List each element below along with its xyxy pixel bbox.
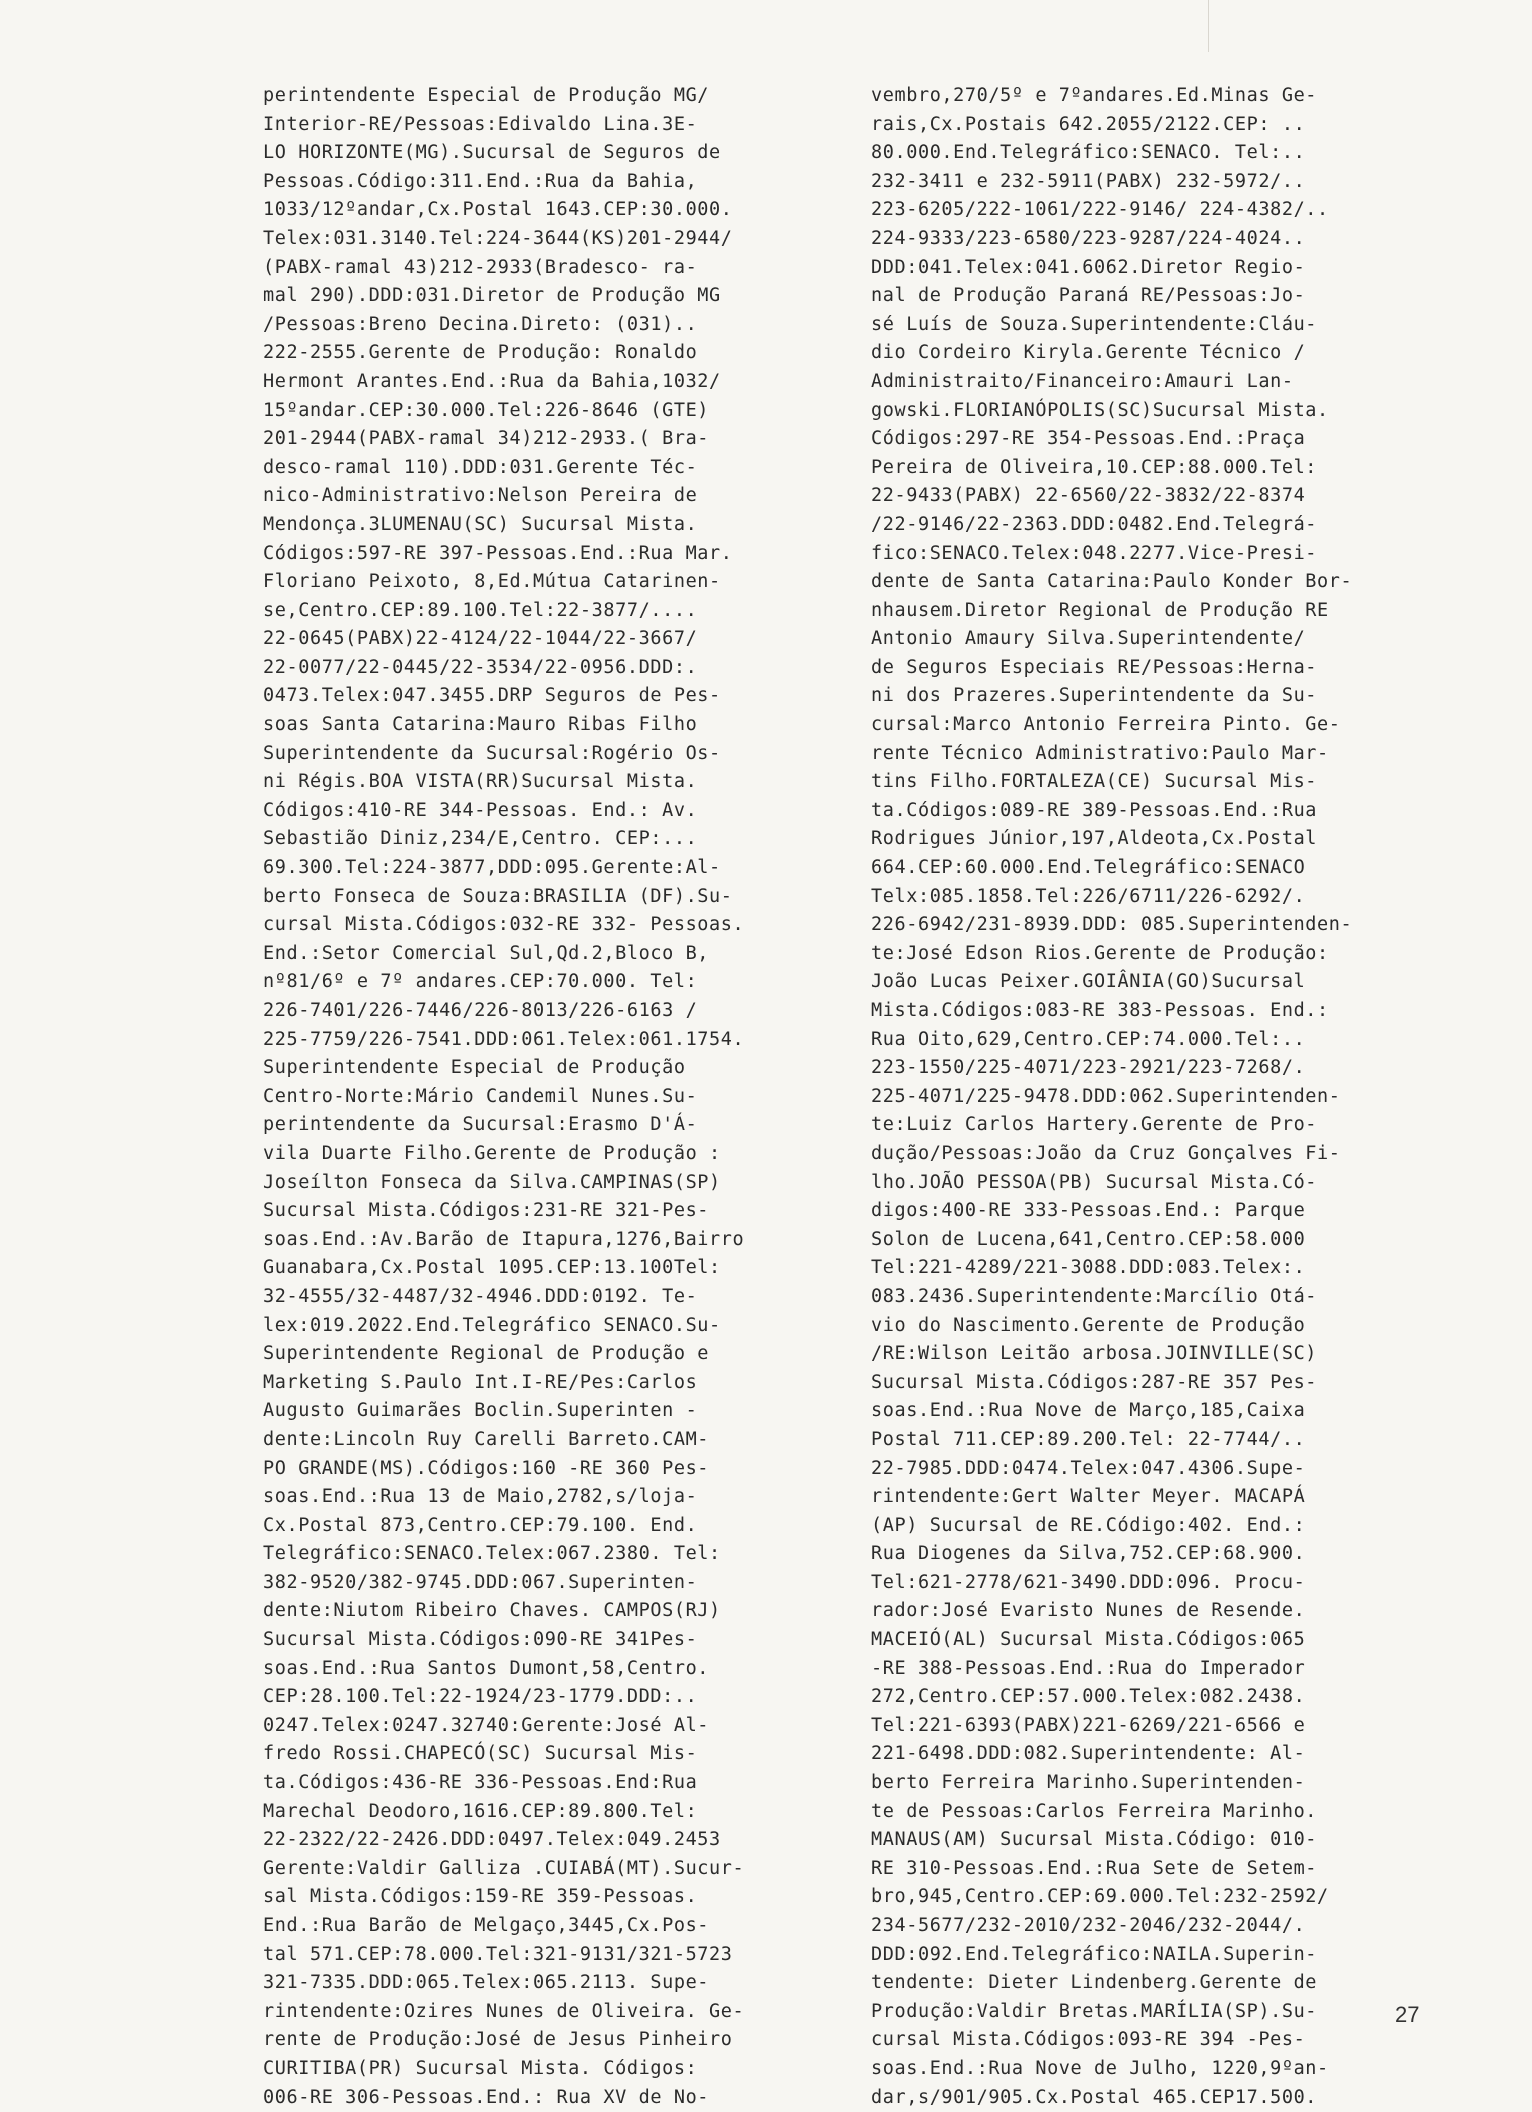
text-line: Sucursal Mista.Códigos:231-RE 321-Pes-	[263, 1200, 710, 1222]
text-line: Tel:221-4289/221-3088.DDD:083.Telex:.	[871, 1257, 1306, 1279]
text-line: CEP:28.100.Tel:22-1924/23-1779.DDD:..	[263, 1686, 698, 1708]
text-line: 15ºandar.CEP:30.000.Tel:226-8646 (GTE)	[263, 399, 710, 421]
text-line: Pessoas.Código:311.End.:Rua da Bahia,	[263, 170, 698, 192]
page-number: 27	[1395, 2002, 1420, 2027]
text-line: sal Mista.Códigos:159-RE 359-Pessoas.	[263, 1886, 698, 1908]
text-line: fredo Rossi.CHAPECÓ(SC) Sucursal Mis-	[263, 1743, 698, 1765]
text-line: 22-7985.DDD:0474.Telex:047.4306.Supe-	[871, 1457, 1306, 1479]
text-line: soas Santa Catarina:Mauro Ribas Filho	[263, 714, 698, 736]
text-line: 69.300.Tel:224-3877,DDD:095.Gerente:Al-	[263, 857, 721, 879]
text-line: dução/Pessoas:João da Cruz Gonçalves Fi-	[871, 1142, 1341, 1164]
text-line: soas.End.:Rua Nove de Julho, 1220,9ºan-	[871, 2057, 1329, 2079]
text-line: ni dos Prazeres.Superintendente da Su-	[871, 685, 1318, 707]
text-line: Rodrigues Júnior,197,Aldeota,Cx.Postal	[871, 828, 1318, 850]
text-line: mal 290).DDD:031.Diretor de Produção MG	[263, 285, 721, 307]
text-line: Hermont Arantes.End.:Rua da Bahia,1032/	[263, 370, 721, 392]
text-line: Antonio Amaury Silva.Superintendente/	[871, 628, 1306, 650]
text-line: lex:019.2022.End.Telegráfico SENACO.Su-	[263, 1314, 721, 1336]
text-line: Tel:621-2778/621-3490.DDD:096. Procu-	[871, 1571, 1306, 1593]
text-line: ta.Códigos:436-RE 336-Pessoas.End:Rua	[263, 1772, 698, 1794]
text-line: 225-4071/225-9478.DDD:062.Superintenden-	[871, 1085, 1341, 1107]
text-line: /RE:Wilson Leitão arbosa.JOINVILLE(SC)	[871, 1343, 1318, 1365]
text-line: perintendente da Sucursal:Erasmo D'Á-	[263, 1114, 698, 1136]
text-line: Sucursal Mista.Códigos:090-RE 341Pes-	[263, 1629, 698, 1651]
text-line: Pereira de Oliveira,10.CEP:88.000.Tel:	[871, 456, 1318, 478]
text-line: Sucursal Mista.Códigos:287-RE 357 Pes-	[871, 1371, 1318, 1393]
text-line: Telex:031.3140.Tel:224-3644(KS)201-2944/	[263, 227, 733, 249]
text-line: (PABX-ramal 43)212-2933(Bradesco- ra-	[263, 256, 698, 278]
text-line: 224-9333/223-6580/223-9287/224-4024..	[871, 227, 1306, 249]
text-line: RE 310-Pessoas.End.:Rua Sete de Setem-	[871, 1857, 1318, 1879]
text-line: digos:400-RE 333-Pessoas.End.: Parque	[871, 1200, 1306, 1222]
text-line: rais,Cx.Postais 642.2055/2122.CEP: ..	[871, 113, 1306, 135]
text-line: lho.JOÃO PESSOA(PB) Sucursal Mista.Có-	[871, 1171, 1318, 1193]
text-line: 1033/12ºandar,Cx.Postal 1643.CEP:30.000.	[263, 199, 733, 221]
text-line: te:José Edson Rios.Gerente de Produção:	[871, 942, 1329, 964]
text-line: cursal Mista.Códigos:032-RE 332- Pessoas.	[263, 914, 745, 936]
text-line: 22-2322/22-2426.DDD:0497.Telex:049.2453	[263, 1829, 721, 1851]
page-fold-mark	[1208, 0, 1209, 52]
text-line: Rua Oito,629,Centro.CEP:74.000.Tel:..	[871, 1028, 1306, 1050]
text-line: 80.000.End.Telegráfico:SENACO. Tel:..	[871, 142, 1306, 164]
text-line: 006-RE 306-Pessoas.End.: Rua XV de No-	[263, 2086, 710, 2108]
text-line: DDD:092.End.Telegráfico:NAILA.Superin-	[871, 1943, 1318, 1965]
text-line: gowski.FLORIANÓPOLIS(SC)Sucursal Mista.	[871, 399, 1329, 421]
text-line: Solon de Lucena,641,Centro.CEP:58.000	[871, 1228, 1306, 1250]
text-line: Centro-Norte:Mário Candemil Nunes.Su-	[263, 1085, 698, 1107]
text-line: dente:Niutom Ribeiro Chaves. CAMPOS(RJ)	[263, 1600, 721, 1622]
text-line: vila Duarte Filho.Gerente de Produção :	[263, 1142, 721, 1164]
text-line: Gerente:Valdir Galliza .CUIABÁ(MT).Sucur-	[263, 1857, 745, 1879]
text-line: 321-7335.DDD:065.Telex:065.2113. Supe-	[263, 1972, 710, 1994]
text-line: 0473.Telex:047.3455.DRP Seguros de Pes-	[263, 685, 721, 707]
text-line: 664.CEP:60.000.End.Telegráfico:SENACO	[871, 857, 1306, 879]
text-line: te:Luiz Carlos Hartery.Gerente de Pro-	[871, 1114, 1318, 1136]
text-line: fico:SENACO.Telex:048.2277.Vice-Presi-	[871, 542, 1318, 564]
text-line: ni Régis.BOA VISTA(RR)Sucursal Mista.	[263, 771, 698, 793]
text-line: 222-2555.Gerente de Produção: Ronaldo	[263, 342, 698, 364]
text-line: berto Ferreira Marinho.Superintenden-	[871, 1772, 1306, 1794]
text-line: PO GRANDE(MS).Códigos:160 -RE 360 Pes-	[263, 1457, 710, 1479]
text-line: vio do Nascimento.Gerente de Produção	[871, 1314, 1306, 1336]
text-line: 225-7759/226-7541.DDD:061.Telex:061.1754.	[263, 1028, 745, 1050]
text-line: 226-7401/226-7446/226-8013/226-6163 /	[263, 1000, 698, 1021]
text-line: Sebastião Diniz,234/E,Centro. CEP:...	[263, 828, 698, 850]
text-line: 32-4555/32-4487/32-4946.DDD:0192. Te-	[263, 1285, 698, 1307]
text-line: /Pessoas:Breno Decina.Direto: (031)..	[263, 313, 698, 335]
text-line: dente:Lincoln Ruy Carelli Barreto.CAM-	[263, 1428, 710, 1450]
text-line: berto Fonseca de Souza:BRASILIA (DF).Su-	[263, 885, 733, 907]
text-line: Tel:221-6393(PABX)221-6269/221-6566 e	[871, 1714, 1306, 1736]
text-line: Administraito/Financeiro:Amauri Lan-	[871, 370, 1294, 392]
text-line: Telegráfico:SENACO.Telex:067.2380. Tel:	[263, 1543, 721, 1565]
text-line: ta.Códigos:089-RE 389-Pessoas.End.:Rua	[871, 799, 1318, 821]
text-line: Mista.Códigos:083-RE 383-Pessoas. End.:	[871, 1000, 1329, 1021]
text-line: End.:Rua Barão de Melgaço,3445,Cx.Pos-	[263, 1915, 710, 1936]
text-line: Superintendente Especial de Produção	[263, 1057, 686, 1079]
text-line: MANAUS(AM) Sucursal Mista.Código: 010-	[871, 1829, 1318, 1851]
text-line: Produção:Valdir Bretas.MARÍLIA(SP).Su-	[871, 2000, 1318, 2022]
text-line: soas.End.:Rua Nove de Março,185,Caixa	[871, 1400, 1306, 1422]
text-line: dar,s/901/905.Cx.Postal 465.CEP17.500.	[871, 2086, 1318, 2108]
text-line: soas.End.:Av.Barão de Itapura,1276,Bairro	[263, 1228, 745, 1250]
text-line: End.:Setor Comercial Sul,Qd.2,Bloco B,	[263, 942, 710, 964]
text-line: perintendente Especial de Produção MG/	[263, 85, 710, 106]
text-line: soas.End.:Rua Santos Dumont,58,Centro.	[263, 1657, 710, 1679]
text-line: 223-6205/222-1061/222-9146/ 224-4382/..	[871, 199, 1329, 221]
text-line: nhausem.Diretor Regional de Produção RE	[871, 599, 1329, 621]
text-line: 083.2436.Superintendente:Marcílio Otá-	[871, 1285, 1318, 1307]
text-line: Joseílton Fonseca da Silva.CAMPINAS(SP)	[263, 1171, 721, 1193]
text-line: dio Cordeiro Kiryla.Gerente Técnico /	[871, 342, 1306, 364]
text-line: João Lucas Peixer.GOIÂNIA(GO)Sucursal	[871, 971, 1306, 993]
text-line: soas.End.:Rua 13 de Maio,2782,s/loja-	[263, 1486, 698, 1508]
text-line: 201-2944(PABX-ramal 34)212-2933.( Bra-	[263, 428, 710, 450]
text-line: nal de Produção Paraná RE/Pessoas:Jo-	[871, 285, 1306, 307]
text-line: tendente: Dieter Lindenberg.Gerente de	[871, 1972, 1318, 1994]
text-line: Rua Diogenes da Silva,752.CEP:68.900.	[871, 1543, 1306, 1565]
text-line: Mendonça.3LUMENAU(SC) Sucursal Mista.	[263, 513, 698, 535]
text-line: rintendente:Ozires Nunes de Oliveira. Ge-	[263, 2000, 745, 2022]
text-line: cursal:Marco Antonio Ferreira Pinto. Ge-	[871, 714, 1341, 736]
text-line: Guanabara,Cx.Postal 1095.CEP:13.100Tel:	[263, 1257, 721, 1279]
text-line: 22-9433(PABX) 22-6560/22-3832/22-8374	[871, 485, 1306, 507]
text-line: rente Técnico Administrativo:Paulo Mar-	[871, 742, 1329, 764]
text-line: 223-1550/225-4071/223-2921/223-7268/.	[871, 1057, 1306, 1079]
right-text-column	[871, 82, 1461, 2112]
left-text-column	[263, 82, 853, 2112]
text-line: MACEIÓ(AL) Sucursal Mista.Códigos:065	[871, 1629, 1306, 1651]
text-line: /22-9146/22-2363.DDD:0482.End.Telegrá-	[871, 513, 1318, 535]
text-line: Códigos:597-RE 397-Pessoas.End.:Rua Mar.	[263, 542, 733, 564]
text-line: 22-0645(PABX)22-4124/22-1044/22-3667/	[263, 628, 698, 650]
text-line: desco-ramal 110).DDD:031.Gerente Téc-	[263, 456, 698, 478]
text-line: nº81/6º e 7º andares.CEP:70.000. Tel:	[263, 971, 698, 993]
text-line: bro,945,Centro.CEP:69.000.Tel:232-2592/	[871, 1886, 1329, 1908]
text-line: Augusto Guimarães Boclin.Superinten -	[263, 1400, 698, 1422]
text-line: Postal 711.CEP:89.200.Tel: 22-7744/..	[871, 1428, 1306, 1450]
text-line: Superintendente Regional de Produção e	[263, 1343, 710, 1365]
text-line: de Seguros Especiais RE/Pessoas:Herna-	[871, 656, 1318, 678]
text-line: Cx.Postal 873,Centro.CEP:79.100. End.	[263, 1514, 698, 1536]
text-line: Interior-RE/Pessoas:Edivaldo Lina.3E-	[263, 113, 698, 135]
text-line: dente de Santa Catarina:Paulo Konder Bor-	[871, 571, 1353, 593]
text-line: rintendente:Gert Walter Meyer. MACAPÁ	[871, 1486, 1306, 1508]
text-line: rador:José Evaristo Nunes de Resende.	[871, 1600, 1306, 1622]
text-line: tins Filho.FORTALEZA(CE) Sucursal Mis-	[871, 771, 1318, 793]
text-line: LO HORIZONTE(MG).Sucursal de Seguros de	[263, 142, 721, 164]
text-line: -RE 388-Pessoas.End.:Rua do Imperador	[871, 1657, 1306, 1679]
text-line: Floriano Peixoto, 8,Ed.Mútua Catarinen-	[263, 571, 721, 593]
text-line: Marketing S.Paulo Int.I-RE/Pes:Carlos	[263, 1371, 698, 1393]
text-line: Códigos:297-RE 354-Pessoas.End.:Praça	[871, 428, 1306, 450]
text-line: cursal Mista.Códigos:093-RE 394 -Pes-	[871, 2029, 1306, 2051]
text-line: 232-3411 e 232-5911(PABX) 232-5972/..	[871, 170, 1306, 192]
text-line: rente de Produção:José de Jesus Pinheiro	[263, 2029, 733, 2051]
text-line: 226-6942/231-8939.DDD: 085.Superintenden-	[871, 914, 1353, 936]
text-line: CURITIBA(PR) Sucursal Mista. Códigos:	[263, 2057, 698, 2079]
text-line: (AP) Sucursal de RE.Código:402. End.:	[871, 1514, 1306, 1536]
text-line: DDD:041.Telex:041.6062.Diretor Regio-	[871, 256, 1306, 278]
text-line: Códigos:410-RE 344-Pessoas. End.: Av.	[263, 799, 698, 821]
text-line: 382-9520/382-9745.DDD:067.Superinten-	[263, 1571, 698, 1593]
text-line: 221-6498.DDD:082.Superintendente: Al-	[871, 1743, 1306, 1765]
text-line: 22-0077/22-0445/22-3534/22-0956.DDD:.	[263, 656, 698, 678]
text-line: tal 571.CEP:78.000.Tel:321-9131/321-5723	[263, 1943, 733, 1965]
text-line: Marechal Deodoro,1616.CEP:89.800.Tel:	[263, 1800, 698, 1822]
text-line: te de Pessoas:Carlos Ferreira Marinho.	[871, 1800, 1318, 1822]
text-line: 0247.Telex:0247.32740:Gerente:José Al-	[263, 1714, 710, 1736]
text-line: Superintendente da Sucursal:Rogério Os-	[263, 742, 721, 764]
text-line: 234-5677/232-2010/232-2046/232-2044/.	[871, 1915, 1306, 1936]
text-line: sé Luís de Souza.Superintendente:Cláu-	[871, 313, 1318, 335]
text-line: 272,Centro.CEP:57.000.Telex:082.2438.	[871, 1686, 1306, 1708]
text-line: nico-Administrativo:Nelson Pereira de	[263, 485, 698, 507]
text-line: vembro,270/5º e 7ºandares.Ed.Minas Ge-	[871, 85, 1318, 106]
text-line: se,Centro.CEP:89.100.Tel:22-3877/....	[263, 599, 698, 621]
text-line: Telx:085.1858.Tel:226/6711/226-6292/.	[871, 885, 1306, 907]
